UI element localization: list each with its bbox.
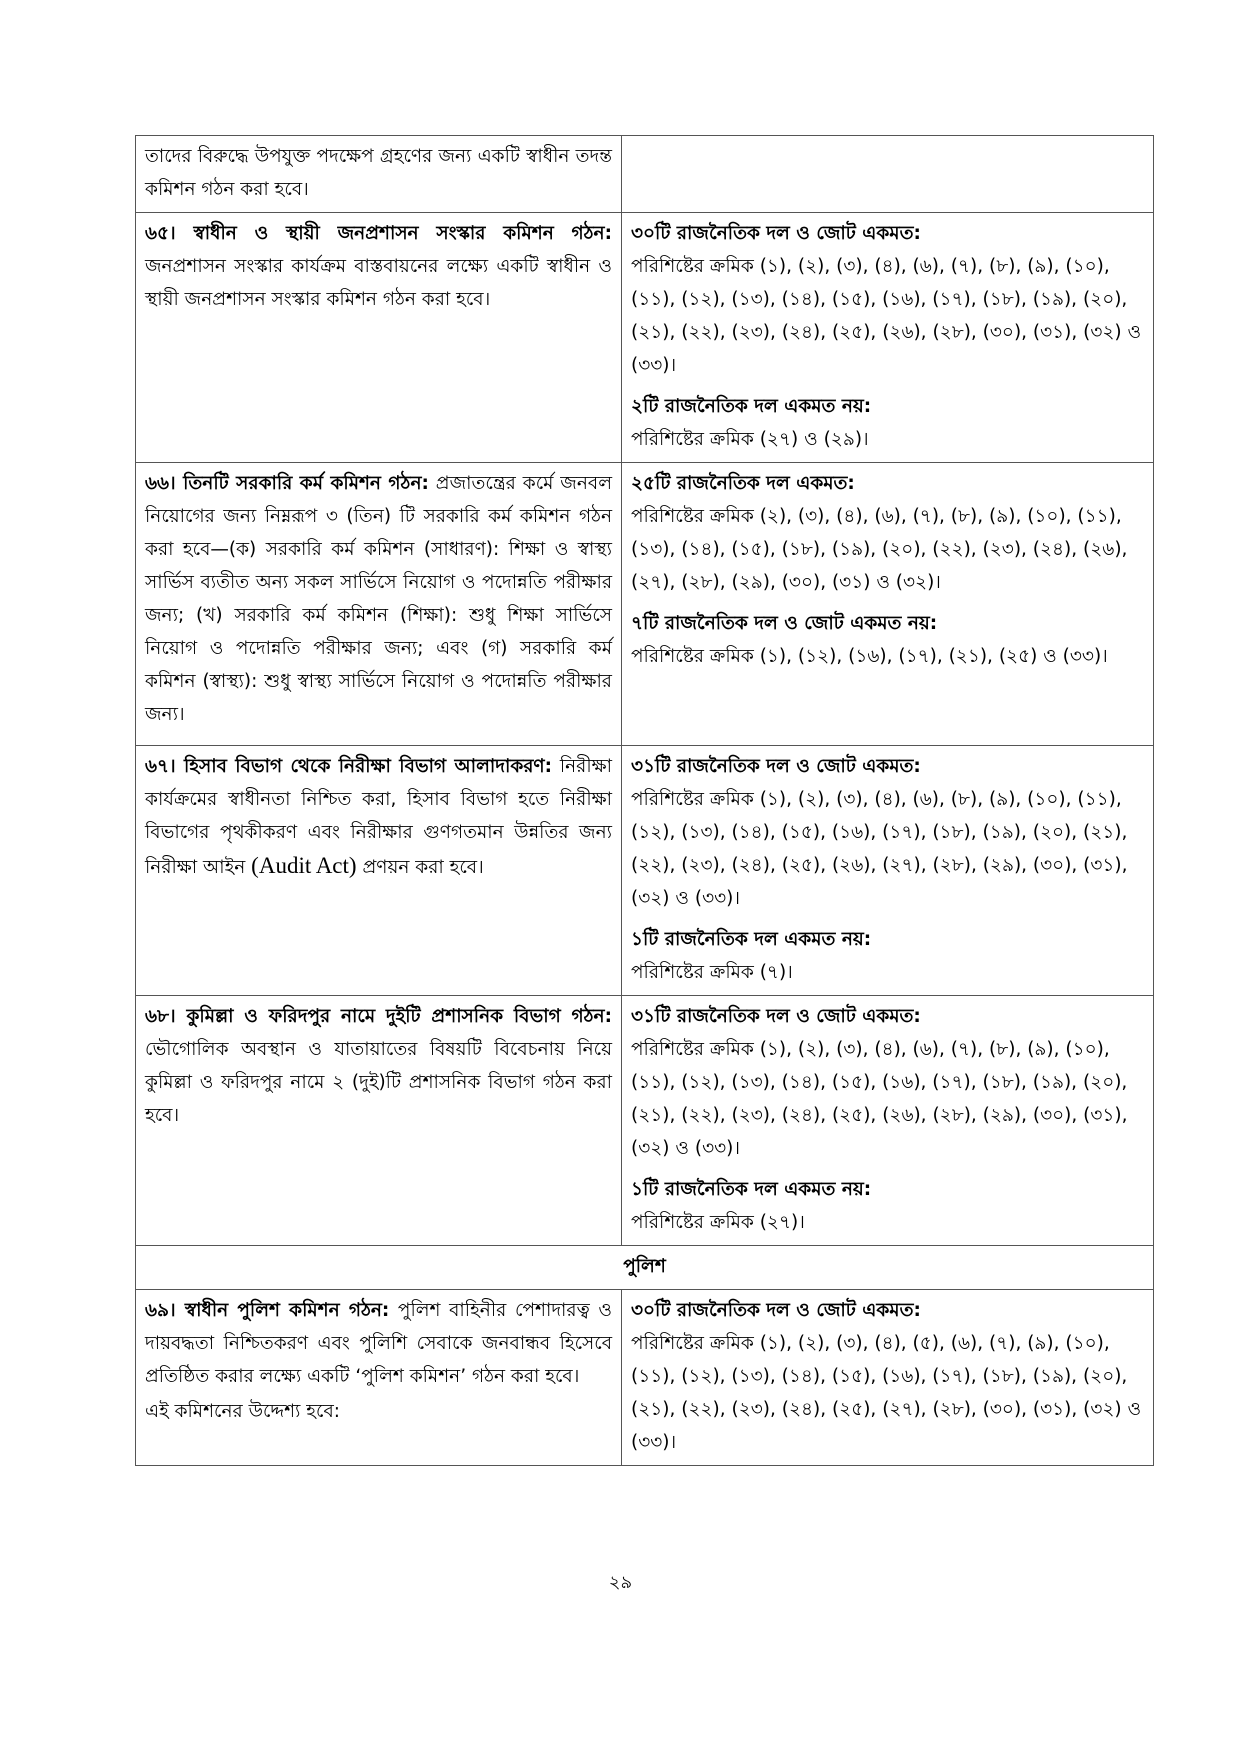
proposal-cell xyxy=(136,746,622,996)
disagree-list: পরিশিষ্টের ক্রমিক (৭)। xyxy=(631,962,793,983)
agree-list: পরিশিষ্টের ক্রমিক (২), (৩), (৪), (৬), (৭), (৮), (৯), (১০), (১১), (১৩), (১৪), (১৫), (১৮), (১৯), (২০), (২২), (২৩), (২৪), (২৬), (২৭), (২৮), (২৯), (৩০), (৩১) ও (৩২)। xyxy=(631,506,1128,593)
agree-list: পরিশিষ্টের ক্রমিক (১), (২), (৩), (৪), (৬), (৮), (৯), (১০), (১১), (১২), (১৩), (১৪), (১৫), (১৬), (১৭), (১৮), (১৯), (২০), (২১), (২২), (২৩), (২৪), (২৫), (২৬), (২৭), (২৮), (২৯), (৩০), (৩১), (৩২) ও (৩৩)। xyxy=(631,789,1128,909)
disagree-title: ১টি রাজনৈতিক দল একমত নয়: xyxy=(631,929,872,950)
disagree-group xyxy=(631,1173,1144,1239)
proposal-heading: ৬৬। তিনটি সরকারি কর্ম কমিশন গঠন: xyxy=(145,473,429,494)
proposal-cell xyxy=(136,136,622,213)
proposal-body: ভৌগোলিক অবস্থান ও যাতায়াতের বিষয়টি বিবেচনায় নিয়ে কুমিল্লা ও ফরিদপুর নামে ২ (দুই)টি প্রশাসনিক বিভাগ গঠন করা হবে। xyxy=(145,1039,612,1126)
consensus-cell xyxy=(622,996,1154,1246)
disagree-title: ২টি রাজনৈতিক দল একমত নয়: xyxy=(631,396,872,417)
proposal-body-tail: প্রণয়ন করা হবে। xyxy=(356,857,484,878)
disagree-title: ৭টি রাজনৈতিক দল ও জোট একমত নয়: xyxy=(631,613,938,634)
table-row xyxy=(136,213,1154,463)
table-row xyxy=(136,1290,1154,1466)
agree-list: পরিশিষ্টের ক্রমিক (১), (২), (৩), (৪), (৬), (৭), (৮), (৯), (১০), (১১), (১২), (১৩), (১৪), (১৫), (১৬), (১৭), (১৮), (১৯), (২০), (২১), (২২), (২৩), (২৪), (২৫), (২৬), (২৮), (২৯), (৩০), (৩১), (৩২) ও (৩৩)। xyxy=(631,1039,1128,1159)
proposal-heading: ৬৯। স্বাধীন পুলিশ কমিশন গঠন: xyxy=(145,1300,390,1321)
disagree-list: পরিশিষ্টের ক্রমিক (২৭)। xyxy=(631,1212,805,1233)
disagree-title: ১টি রাজনৈতিক দল একমত নয়: xyxy=(631,1179,872,1200)
table-row xyxy=(136,136,1154,213)
consensus-cell xyxy=(622,1290,1154,1466)
agree-title: ৩০টি রাজনৈতিক দল ও জোট একমত: xyxy=(631,1300,921,1321)
page-number: ২৯ xyxy=(608,1572,633,1593)
disagree-group xyxy=(631,923,1144,989)
agree-group xyxy=(631,1000,1144,1165)
proposal-cell xyxy=(136,463,622,746)
table-row xyxy=(136,996,1154,1246)
table-row xyxy=(136,463,1154,746)
consensus-cell xyxy=(622,213,1154,463)
proposal-heading: ৬৭। হিসাব বিভাগ থেকে নিরীক্ষা বিভাগ আলাদাকরণ: xyxy=(145,756,553,777)
proposal-body: জনপ্রশাসন সংস্কার কার্যক্রম বাস্তবায়নের লক্ষ্যে একটি স্বাধীন ও স্থায়ী জনপ্রশাসন সংস্কার কমিশন গঠন করা হবে। xyxy=(145,256,612,310)
reform-consensus-table xyxy=(135,135,1154,1466)
proposal-cell xyxy=(136,213,622,463)
disagree-list: পরিশিষ্টের ক্রমিক (২৭) ও (২৯)। xyxy=(631,429,869,450)
disagree-list: পরিশিষ্টের ক্রমিক (১), (১২), (১৬), (১৭), (২১), (২৫) ও (৩৩)। xyxy=(631,646,1108,667)
proposal-objectives-lead: এই কমিশনের উদ্দেশ্য হবে: xyxy=(145,1401,340,1422)
proposal-body: প্রজাতন্ত্রের কর্মে জনবল নিয়োগের জন্য নিম্নরূপ ৩ (তিন) টি সরকারি কর্ম কমিশন গঠন করা হবে—(ক) সরকারি কর্ম কমিশন (সাধারণ): শিক্ষা ও স্বাস্থ্য সার্ভিস ব্যতীত অন্য সকল সার্ভিসে নিয়োগ ও পদোন্নতি পরীক্ষার জন্য; (খ) সরকারি কর্ম কমিশন (শিক্ষা): শুধু শিক্ষা সার্ভিসে নিয়োগ ও পদোন্নতি পরীক্ষার জন্য; এবং (গ) সরকারি কর্ম কমিশন (স্বাস্থ্য): শুধু স্বাস্থ্য সার্ভিসে নিয়োগ ও পদোন্নতি পরীক্ষার জন্য। xyxy=(145,473,612,725)
consensus-cell xyxy=(622,463,1154,746)
agree-group xyxy=(631,750,1144,915)
section-heading: পুলিশ xyxy=(136,1246,1154,1290)
proposal-cell xyxy=(136,996,622,1246)
proposal-cell xyxy=(136,1290,622,1466)
agree-title: ৩১টি রাজনৈতিক দল ও জোট একমত: xyxy=(631,1006,921,1027)
proposal-body: পুলিশ বাহিনীর পেশাদারত্ব ও দায়বদ্ধতা নিশ্চিতকরণ এবং পুলিশি সেবাকে জনবান্ধব হিসেবে প্রতিষ্ঠিত করার লক্ষ্যে একটি ‘পুলিশ কমিশন’ গঠন করা হবে। xyxy=(145,1300,612,1387)
agree-title: ৩০টি রাজনৈতিক দল ও জোট একমত: xyxy=(631,223,921,244)
agree-list: পরিশিষ্টের ক্রমিক (১), (২), (৩), (৪), (৫), (৬), (৭), (৯), (১০), (১১), (১২), (১৩), (১৪), (১৫), (১৬), (১৭), (১৮), (১৯), (২০), (২১), (২২), (২৩), (২৪), (২৫), (২৭), (২৮), (৩০), (৩১), (৩২) ও (৩৩)। xyxy=(631,1333,1142,1453)
proposal-heading: ৬৮। কুমিল্লা ও ফরিদপুর নামে দুইটি প্রশাসনিক বিভাগ গঠন: xyxy=(145,1006,612,1027)
agree-group xyxy=(631,467,1144,599)
disagree-group xyxy=(631,607,1144,673)
disagree-group xyxy=(631,390,1144,456)
agree-title: ৩১টি রাজনৈতিক দল ও জোট একমত: xyxy=(631,756,921,777)
agree-group xyxy=(631,1294,1144,1459)
audit-act-term: (Audit Act) xyxy=(251,853,357,878)
table-row xyxy=(136,746,1154,996)
consensus-cell xyxy=(622,136,1154,213)
section-row xyxy=(136,1246,1154,1290)
agree-group xyxy=(631,217,1144,382)
proposal-body: তাদের বিরুদ্ধে উপযুক্ত পদক্ষেপ গ্রহণের জন্য একটি স্বাধীন তদন্ত কমিশন গঠন করা হবে। xyxy=(145,146,612,200)
agree-list: পরিশিষ্টের ক্রমিক (১), (২), (৩), (৪), (৬), (৭), (৮), (৯), (১০), (১১), (১২), (১৩), (১৪), (১৫), (১৬), (১৭), (১৮), (১৯), (২০), (২১), (২২), (২৩), (২৪), (২৫), (২৬), (২৮), (৩০), (৩১), (৩২) ও (৩৩)। xyxy=(631,256,1142,376)
proposal-body: নিরীক্ষা কার্যক্রমের স্বাধীনতা নিশ্চিত করা, হিসাব বিভাগ হতে নিরীক্ষা বিভাগের পৃথকীকরণ এবং নিরীক্ষার গুণগতমান উন্নতির জন্য নিরীক্ষা আইন xyxy=(145,756,612,878)
consensus-cell xyxy=(622,746,1154,996)
agree-title: ২৫টি রাজনৈতিক দল একমত: xyxy=(631,473,855,494)
proposal-heading: ৬৫। স্বাধীন ও স্থায়ী জনপ্রশাসন সংস্কার কমিশন গঠন: xyxy=(145,223,612,244)
